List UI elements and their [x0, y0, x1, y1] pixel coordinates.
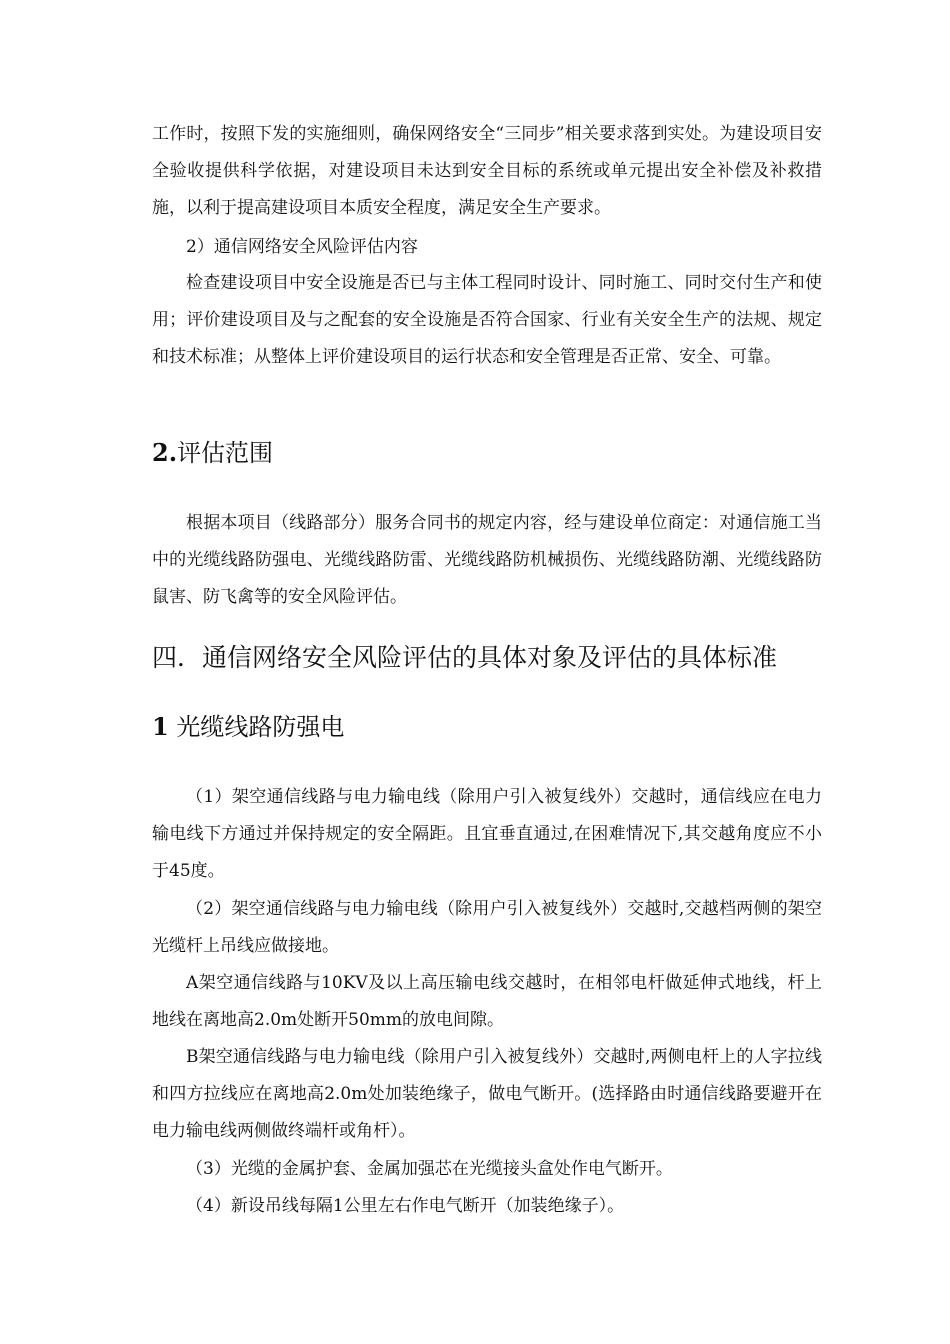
- paragraph-item-4: （4）新设吊线每隔1公里左右作电气断开（加装绝缘子）。: [186, 1196, 625, 1216]
- heading-number: 2.: [152, 438, 178, 467]
- paragraph-scope: 根据本项目（线路部分）服务合同书的规定内容，经与建设单位商定：对通信施工当中的光缆线路防强电、光缆线路防雷、光缆线路防机械损伤、光缆线路防潮、光缆线路防鼠害、防飞禽等的安全风险评估。: [152, 513, 822, 607]
- paragraph-item-3: （3）光缆的金属护套、金属加强芯在光缆接头盒处作电气断开。: [186, 1159, 673, 1179]
- heading-evaluation-scope: [152, 436, 832, 470]
- heading-text: 光缆线路防强电: [176, 713, 345, 741]
- heading-number: 1: [152, 712, 169, 741]
- paragraph-item-1: （1）架空通信线路与电力输电线（除用户引入被复线外）交越时，通信线应在电力输电线下方通过并保持规定的安全隔距。且宜垂直通过,在困难情况下,其交越角度应不小于45度。: [152, 787, 822, 881]
- paragraph-implementation: 工作时，按照下发的实施细则，确保网络安全“三同步”相关要求落到实处。为建设项目安全验收提供科学依据，对建设项目未达到安全目标的系统或单元提出安全补偿及补救措施，以利于提高建设项目本质安全程度，满足安全生产要求。: [152, 124, 822, 218]
- paragraph-item-a: A架空通信线路与10KV及以上高压输电线交越时，在相邻电杆做延伸式地线，杆上地线在离地高2.0m处断开50mm的放电间隙。: [152, 973, 822, 1030]
- paragraph-inspection: 检查建设项目中安全设施是否已与主体工程同时设计、同时施工、同时交付生产和使用；评价建设项目及与之配套的安全设施是否符合国家、行业有关安全生产的法规、规定和技术标准；从整体上评价建设项目的运行状态和安全管理是否正常、安全、可靠。: [152, 273, 822, 367]
- heading-section-four: 四．通信网络安全风险评估的具体对象及评估的具体标准: [152, 643, 778, 672]
- paragraph-item-b: B架空通信线路与电力输电线（除用户引入被复线外）交越时,两侧电杆上的人字拉线和四方拉线应在离地高2.0m处加装绝缘子，做电气断开。(选择路由时通信线路要避开在电力输电线两侧做终端杆或角杆）。: [152, 1047, 822, 1141]
- paragraph-risk-content-heading: 2）通信网络安全风险评估内容: [186, 237, 418, 257]
- paragraph-item-2: （2）架空通信线路与电力输电线（除用户引入被复线外）交越时,交越档两侧的架空光缆杆上吊线应做接地。: [152, 899, 822, 956]
- heading-text: 评估范围: [177, 439, 274, 467]
- heading-anti-power: [152, 710, 832, 744]
